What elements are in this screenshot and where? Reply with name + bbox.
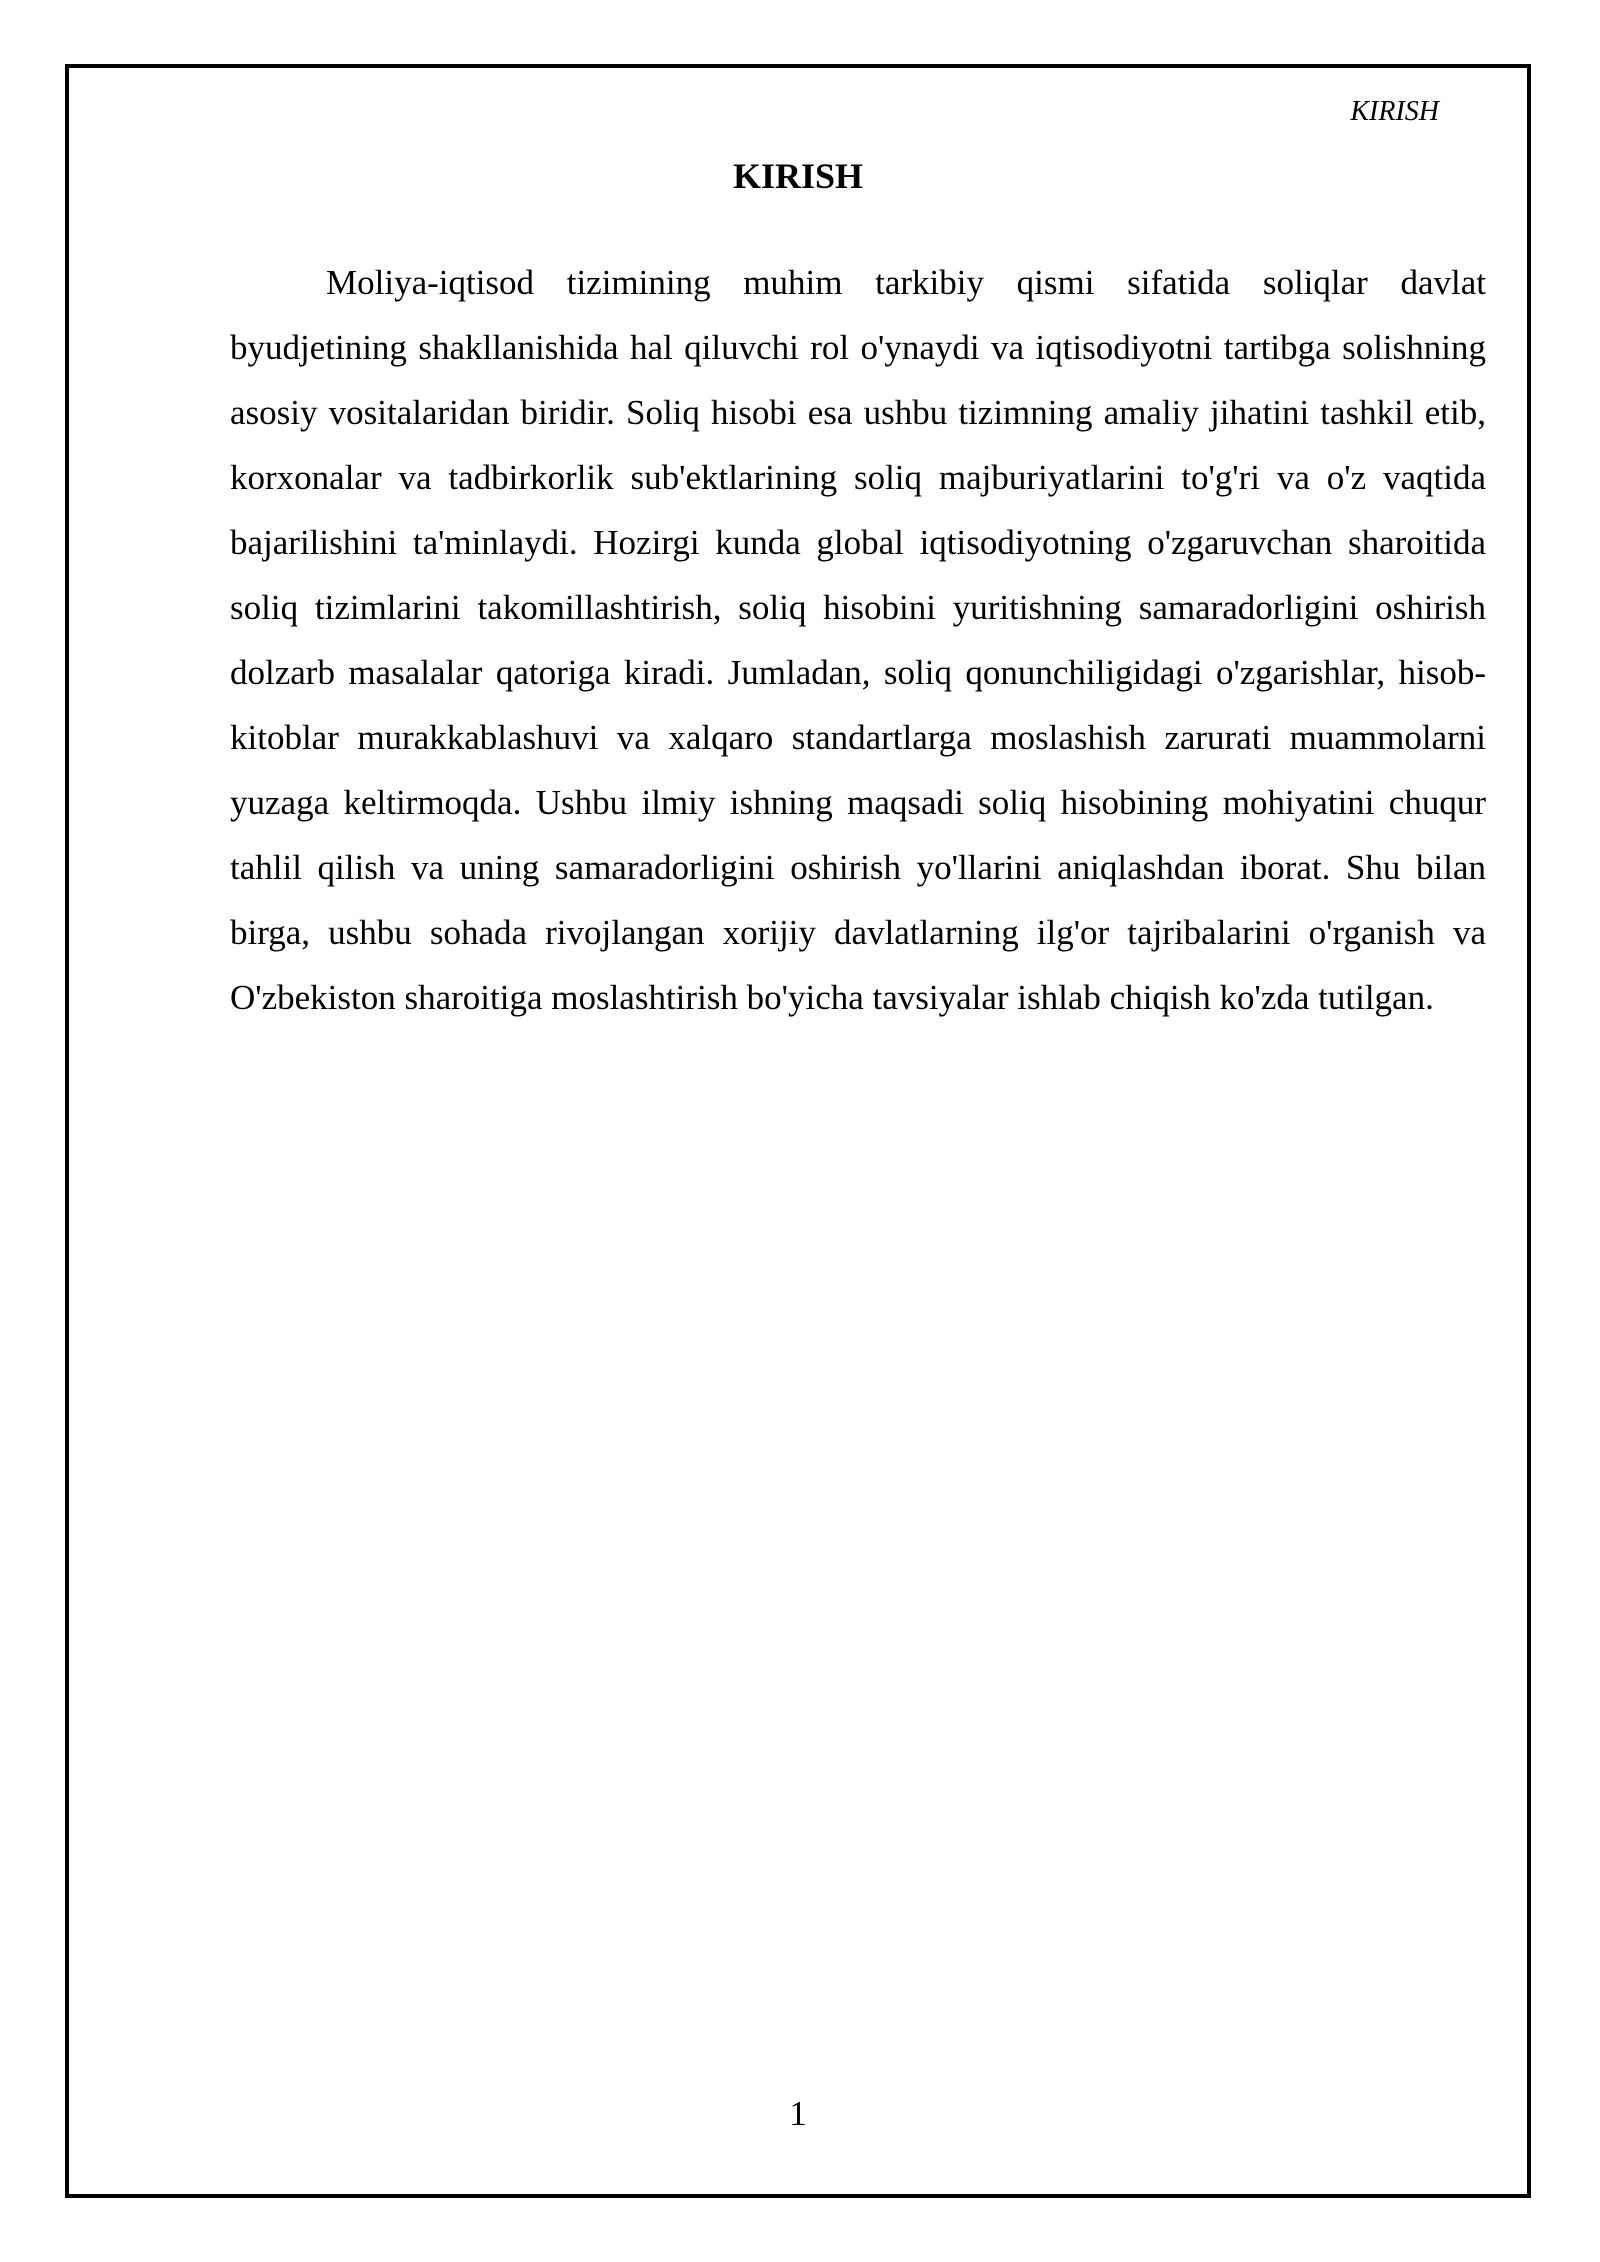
body-paragraph: Moliya-iqtisod tizimining muhim tarkibiy qismi sifatida soliqlar davlat byudjetining shakllanishida hal qiluvchi rol o'ynaydi va iqtisodiyotni tartibga solishning asosiy vositalaridan biridir. Soliq hisobi esa ushbu tizimning amaliy jihatini tashkil etib, korxonalar va tadbirkorlik sub'ektlarining soliq majburiyatlarini to'g'ri va o'z vaqtida bajarilishini ta'minlaydi. Hozirgi kunda global iqtisodiyotning o'zgaruvchan sharoitida soliq tizimlarini takomillashtirish, soliq hisobini yuritishning samaradorligini oshirish dolzarb masalalar qatoriga kiradi. Jumladan, soliq qonunchiligidagi o'zgarishlar, hisob-kitoblar murakkablashuvi va xalqaro standartlarga moslashish zarurati muammolarni yuzaga keltirmoqda. Ushbu ilmiy ishning maqsadi soliq hisobining mohiyatini chuqur tahlil qilish va uning samaradorligini oshirish yo'llarini aniqlashdan iborat. Shu bilan birga, ushbu sohada rivojlangan xorijiy davlatlarning ilg'or tajribalarini o'rganish va O'zbekiston sharoitiga moslashtirish bo'yicha tavsiyalar ishlab chiqish ko'zda tutilgan. <box>230 263 1486 1017</box>
running-header: KIRISH <box>1350 96 1439 127</box>
page-frame <box>65 64 1531 2198</box>
page-number: 1 <box>789 2094 807 2133</box>
page-title: KIRISH <box>732 156 864 196</box>
